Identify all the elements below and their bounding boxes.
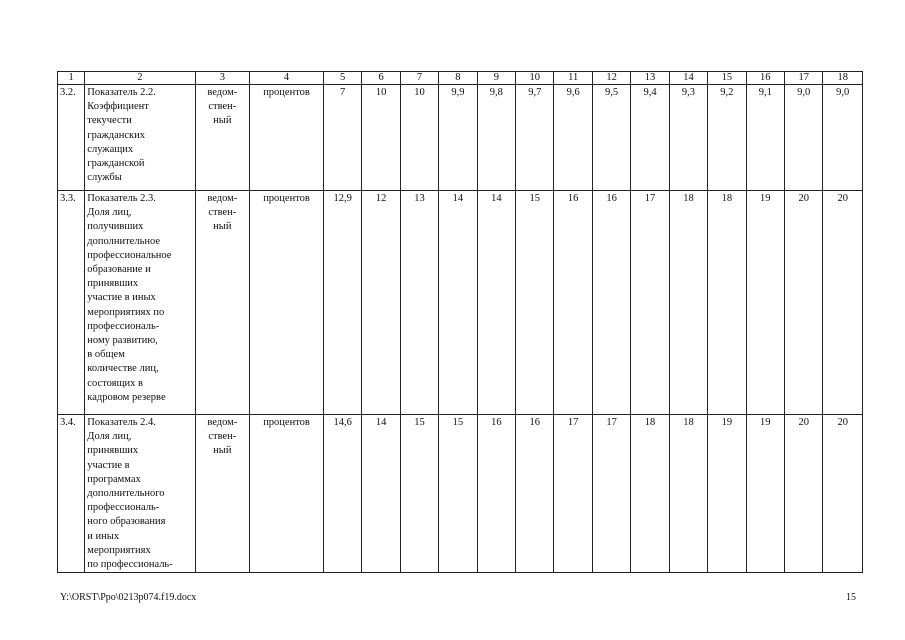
value-cell: 15 <box>400 415 438 573</box>
header-cell: 12 <box>592 72 630 85</box>
text-line: Показатель 2.4. <box>87 417 156 428</box>
text-line: ствен- <box>208 207 237 219</box>
indicators-table <box>57 71 863 573</box>
text-line: состоящих в <box>87 377 143 389</box>
value-cell: 14 <box>439 191 477 415</box>
value-cell: 16 <box>477 415 515 573</box>
value-cell: 19 <box>708 415 746 573</box>
value-cell: 18 <box>631 415 669 573</box>
text-line: кадровом резерве <box>87 391 166 403</box>
value-cell: 9,0 <box>785 85 823 191</box>
header-cell: 4 <box>250 72 324 85</box>
text-line: программах <box>87 473 141 485</box>
value-cell: 17 <box>554 415 592 573</box>
indicator-cell <box>85 85 195 191</box>
header-cell: 13 <box>631 72 669 85</box>
text-line: участие в <box>87 459 130 471</box>
text-line: Показатель 2.2. <box>87 87 156 98</box>
text-line: службы <box>87 172 122 184</box>
file-path: Y:\ORST\Ppo\0213p074.f19.docx <box>60 592 197 603</box>
text-line: служащих <box>87 143 134 155</box>
page-number: 15 <box>846 592 856 603</box>
text-line: в общем <box>87 349 125 361</box>
header-cell: 5 <box>323 72 361 85</box>
text-line: и иных <box>87 530 120 542</box>
text-line: ведом- <box>207 193 238 204</box>
indicator-cell <box>85 415 195 573</box>
text-line: принявших <box>87 445 139 457</box>
text-line: ведом- <box>207 417 238 428</box>
row-number-cell: 3.2. <box>58 85 85 191</box>
value-cell: 20 <box>785 415 823 573</box>
value-cell: 9,1 <box>746 85 784 191</box>
header-cell: 11 <box>554 72 592 85</box>
text-line: получивших <box>87 221 144 233</box>
header-cell: 7 <box>400 72 438 85</box>
header-cell: 18 <box>823 72 863 85</box>
header-cell: 6 <box>362 72 400 85</box>
header-row <box>58 72 863 85</box>
text-line: ного образования <box>87 516 166 528</box>
header-cell: 16 <box>746 72 784 85</box>
value-cell: 19 <box>746 191 784 415</box>
value-cell: 9,0 <box>823 85 863 191</box>
value-cell: 20 <box>785 191 823 415</box>
value-cell: 7 <box>323 85 361 191</box>
header-cell: 9 <box>477 72 515 85</box>
value-cell: 15 <box>516 191 554 415</box>
value-cell: 12,9 <box>323 191 361 415</box>
text-line: ствен- <box>208 431 237 443</box>
value-cell: 16 <box>516 415 554 573</box>
unit-cell: процентов <box>250 415 324 573</box>
value-cell: 18 <box>669 415 707 573</box>
table-row <box>58 415 863 573</box>
row-number-cell: 3.4. <box>58 415 85 573</box>
indicator-cell <box>85 191 195 415</box>
header-cell: 15 <box>708 72 746 85</box>
value-cell: 12 <box>362 191 400 415</box>
text-line: дополнительное <box>87 235 161 247</box>
value-cell: 10 <box>362 85 400 191</box>
text-line: Доля лиц, <box>87 207 132 219</box>
value-cell: 16 <box>554 191 592 415</box>
text-line: количестве лиц, <box>87 363 159 375</box>
text-line: ный <box>213 115 232 127</box>
source-cell <box>195 85 250 191</box>
text-line: участие в иных <box>87 292 156 304</box>
text-line: по профессиональ- <box>87 559 173 571</box>
value-cell: 10 <box>400 85 438 191</box>
text-line: профессиональное <box>87 249 172 261</box>
text-line: гражданских <box>87 129 146 141</box>
value-cell: 9,2 <box>708 85 746 191</box>
unit-cell: процентов <box>250 85 324 191</box>
value-cell: 9,6 <box>554 85 592 191</box>
table-row <box>58 191 863 415</box>
header-cell: 8 <box>439 72 477 85</box>
value-cell: 9,3 <box>669 85 707 191</box>
value-cell: 9,4 <box>631 85 669 191</box>
row-number-cell: 3.3. <box>58 191 85 415</box>
text-line: Коэффициент <box>87 101 149 113</box>
text-line: ведом- <box>207 87 238 98</box>
table-row <box>58 85 863 191</box>
text-line: профессиональ- <box>87 502 160 514</box>
value-cell: 17 <box>592 415 630 573</box>
text-line: ный <box>213 445 232 457</box>
value-cell: 9,7 <box>516 85 554 191</box>
value-cell: 14 <box>362 415 400 573</box>
text-line: принявших <box>87 278 139 290</box>
value-cell: 15 <box>439 415 477 573</box>
source-cell <box>195 191 250 415</box>
source-cell <box>195 415 250 573</box>
text-line: текучести <box>87 115 132 127</box>
value-cell: 16 <box>592 191 630 415</box>
header-cell: 10 <box>516 72 554 85</box>
text-line: профессиональ- <box>87 320 160 332</box>
value-cell: 9,5 <box>592 85 630 191</box>
text-line: дополнительного <box>87 488 165 500</box>
value-cell: 18 <box>708 191 746 415</box>
text-line: мероприятиях <box>87 544 151 556</box>
text-line: образование и <box>87 264 151 276</box>
value-cell: 13 <box>400 191 438 415</box>
value-cell: 20 <box>823 191 863 415</box>
value-cell: 20 <box>823 415 863 573</box>
header-cell: 2 <box>85 72 195 85</box>
unit-cell: процентов <box>250 191 324 415</box>
text-line: ный <box>213 221 232 233</box>
text-line: ному развитию, <box>87 335 158 347</box>
value-cell: 19 <box>746 415 784 573</box>
value-cell: 9,8 <box>477 85 515 191</box>
text-line: ствен- <box>208 101 237 113</box>
text-line: Доля лиц, <box>87 431 132 443</box>
text-line: Показатель 2.3. <box>87 193 156 204</box>
value-cell: 9,9 <box>439 85 477 191</box>
header-cell: 14 <box>669 72 707 85</box>
text-line: мероприятиях по <box>87 306 165 318</box>
value-cell: 18 <box>669 191 707 415</box>
text-line: гражданской <box>87 158 145 170</box>
value-cell: 14,6 <box>323 415 361 573</box>
header-cell: 1 <box>58 72 85 85</box>
header-cell: 3 <box>195 72 250 85</box>
header-cell: 17 <box>785 72 823 85</box>
value-cell: 17 <box>631 191 669 415</box>
value-cell: 14 <box>477 191 515 415</box>
